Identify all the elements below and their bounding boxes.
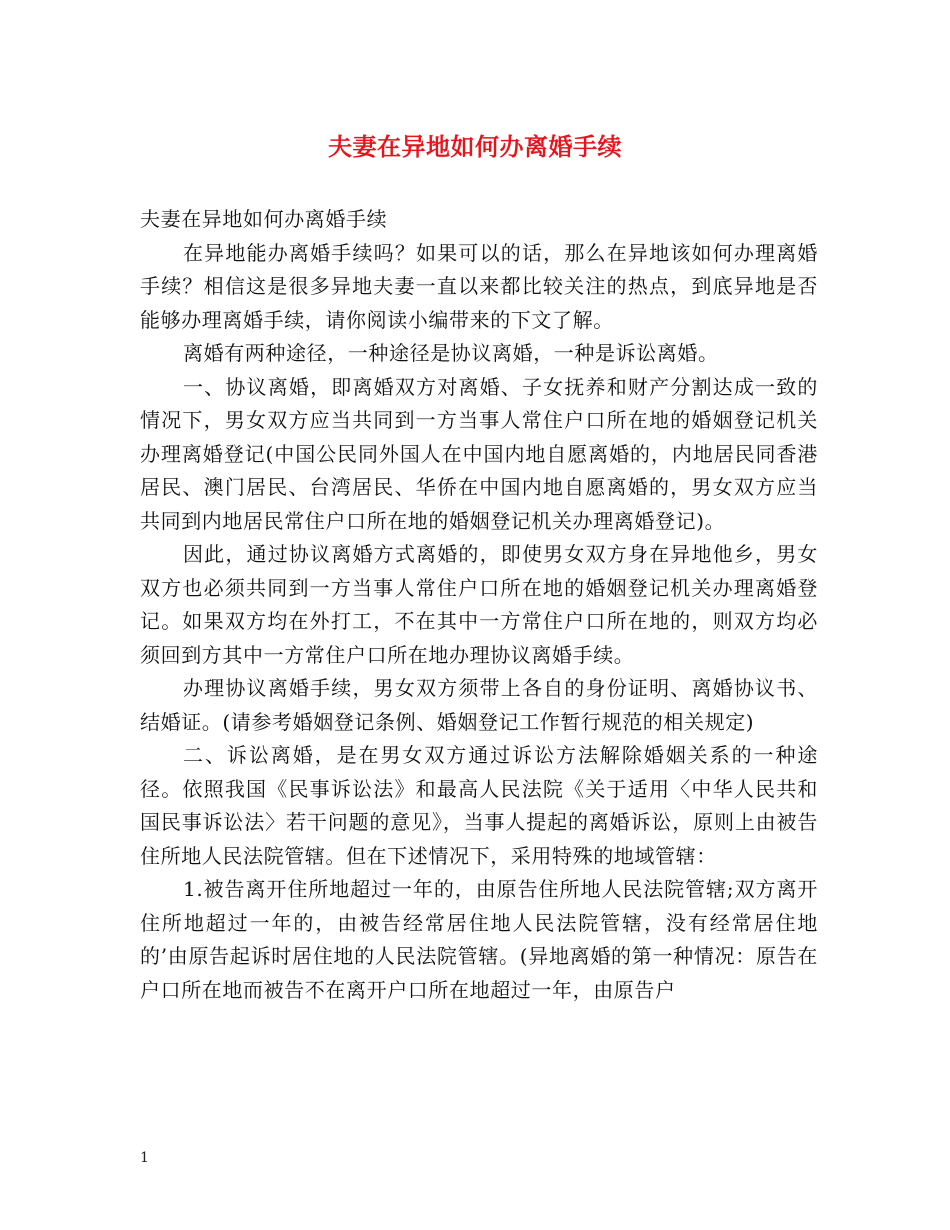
document-body	[140, 203, 818, 1007]
document-subtitle: 夫妻在异地如何办离婚手续	[140, 207, 388, 231]
document-title: 夫妻在异地如何办离婚手续	[328, 132, 622, 161]
paragraph: 离婚有两种途径，一种途径是协议离婚，一种是诉讼离婚。	[183, 341, 719, 365]
paragraph: 因此，通过协议离婚方式离婚的，即使男女双方身在异地他乡，男女双方也必须共同到一方当事人常住户口所在地的婚姻登记机关办理离婚登记。如果双方均在外打工，不在其中一方常住户口所在地的，则双方均必须回到方其中一方常住户口所在地办理协议离婚手续。	[140, 542, 818, 667]
paragraph: 二、诉讼离婚，是在男女双方通过诉讼方法解除婚姻关系的一种途径。依照我国《民事诉讼法》和最高人民法院《关于适用〈中华人民共和国民事诉讼法〉若干问题的意见》，当事人提起的离婚诉讼，原则上由被告住所地人民法院管辖。但在下述情况下，采用特殊的地域管辖：	[140, 743, 818, 868]
paragraph: 1.被告离开住所地超过一年的，由原告住所地人民法院管辖;双方离开住所地超过一年的，由被告经常居住地人民法院管辖，没有经常居住地的’由原告起诉时居住地的人民法院管辖。(异地离婚的第一种情况：原告在户口所在地而被告不在离开户口所在地超过一年，由原告户	[140, 877, 818, 1002]
paragraph: 在异地能办离婚手续吗？如果可以的话，那么在异地该如何办理离婚手续？相信这是很多异地夫妻一直以来都比较关注的热点，到底异地是否能够办理离婚手续，请你阅读小编带来的下文了解。	[140, 240, 818, 332]
paragraph: 办理协议离婚手续，男女双方须带上各自的身份证明、离婚协议书、结婚证。(请参考婚姻登记条例、婚姻登记工作暂行规范的相关规定)	[140, 676, 818, 734]
paragraph: 一、协议离婚，即离婚双方对离婚、子女抚养和财产分割达成一致的情况下，男女双方应当共同到一方当事人常住户口所在地的婚姻登记机关办理离婚登记(中国公民同外国人在中国内地自愿离婚的，内地居民同香港居民、澳门居民、台湾居民、华侨在中国内地自愿离婚的，男女双方应当共同到内地居民常住户口所在地的婚姻登记机关办理离婚登记)。	[140, 374, 818, 533]
page-number: 1	[140, 1150, 149, 1166]
